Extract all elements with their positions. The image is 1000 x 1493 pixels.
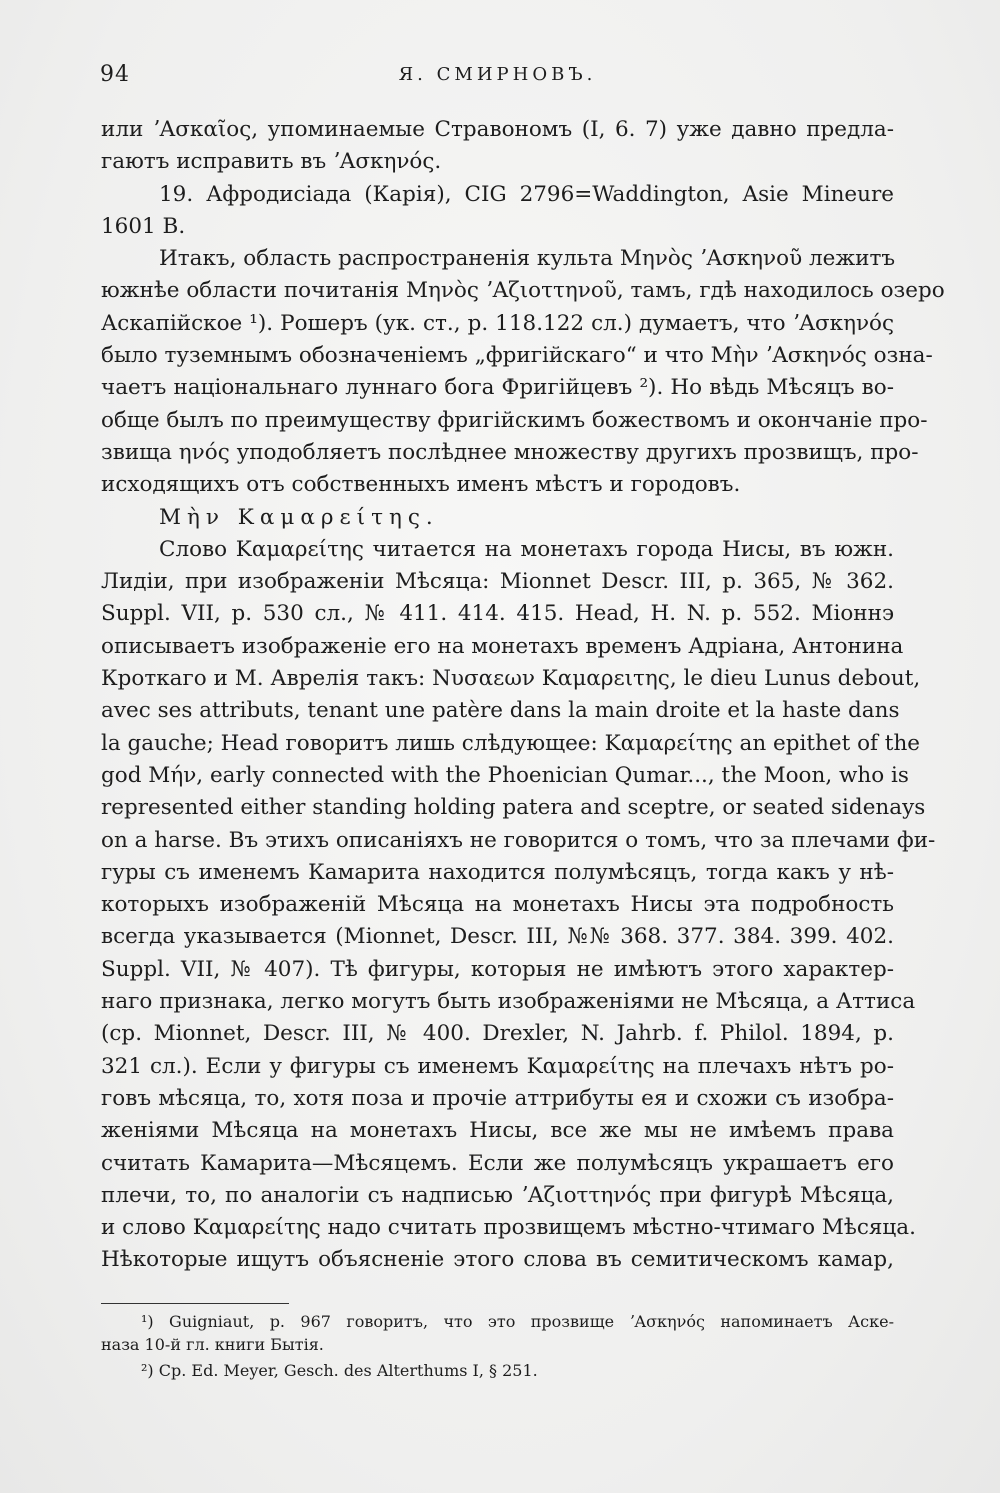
- text-line: represented either standing holding patera and sceptre, or seated sidenays: [101, 795, 926, 821]
- footnote-line: наза 10-й гл. книги Бытiя.: [101, 1335, 324, 1354]
- text-line: avec ses attributs, tenant une patère dans la main droite et la haste dans: [101, 698, 900, 724]
- text-line: которыхъ изображенiй Мѣсяца на монетахъ Нисы эта подробность: [101, 892, 894, 918]
- text-line: звища ηνός уподобляетъ послѣднее множеству другихъ прозвищъ, про-: [101, 439, 919, 465]
- text-line: (ср. Mionnet, Descr. III, № 400. Drexler, N. Jahrb. f. Philol. 1894, p.: [101, 1021, 894, 1047]
- text-line: обще былъ по преимуществу фригiйскимъ божествомъ и окончанiе про-: [101, 407, 928, 433]
- text-line: чаетъ нацiональнаго луннаго бога Фригiйцевъ ²). Но вѣдь Мѣсяцъ во-: [101, 375, 894, 401]
- text-line: плечи, то, по аналогiи съ надписью ʼΑζιοττηνός при фигурѣ Мѣсяца,: [101, 1182, 894, 1208]
- text-line: Suppl. VII, p. 530 сл., № 411. 414. 415. Head, H. N. p. 552. Мiоннэ: [101, 601, 894, 627]
- text-line: гаютъ исправить въ ʼΑσκηνός.: [101, 149, 442, 175]
- footnotes: [101, 1310, 894, 1382]
- text-line: или ʼΑσκαῖος, упоминаемые Стравономъ (I, 6. 7) уже давно предла-: [101, 117, 894, 142]
- text-line: 19. Афродисiада (Карiя), CIG 2796=Waddington, Asie Mineure: [159, 181, 894, 207]
- text-line: исходящихъ отъ собственныхъ именъ мѣстъ и городовъ.: [101, 472, 741, 498]
- text-line: Нѣкоторые ищутъ объясненiе этого слова въ семитическомъ камар,: [101, 1247, 894, 1273]
- text-line: Аскапiйское ¹). Рошеръ (ук. ст., р. 118.122 сл.) думаетъ, что ʼΑσκηνός: [101, 310, 894, 336]
- main-text: [101, 114, 945, 1277]
- running-title: Я. СМИРНОВЪ.: [398, 64, 597, 85]
- text-line: Suppl. VII, № 407). Тѣ фигуры, которыя не имѣютъ этого характер-: [101, 956, 894, 982]
- text-line: Лидiи, при изображенiи Мѣсяца: Mionnet Descr. III, p. 365, № 362.: [101, 569, 894, 595]
- text-line: говъ мѣсяца, то, хотя поза и прочiе аттрибуты ея и схожи съ изобра-: [101, 1085, 894, 1111]
- text-line: считать Камарита—Мѣсяцемъ. Если же полумѣсяцъ украшаетъ его: [101, 1150, 894, 1176]
- text-line: god Μήν, early connected with the Phoenician Qumar..., the Moon, who is: [101, 762, 909, 788]
- text-line: описываетъ изображенiе его на монетахъ временъ Адрiана, Антонина: [101, 633, 904, 659]
- text-line: Кроткаго и М. Аврелiя такъ: Νυσαεων Καμαρειτης, le dieu Lunus debout,: [101, 666, 921, 692]
- text-line: женiями Мѣсяца на монетахъ Нисы, все же мы не имѣемъ права: [101, 1118, 894, 1144]
- text-line: всегда указывается (Mionnet, Descr. III, №№ 368. 377. 384. 399. 402.: [101, 924, 894, 950]
- text-line: гуры съ именемъ Камарита находится полумѣсяцъ, тогда какъ у нѣ-: [101, 859, 894, 885]
- text-line: Итакъ, область распространенiя культа Μηνὸς ʼΑσκηνοῦ лежитъ: [159, 246, 896, 272]
- footnote-line: ¹) Guigniaut, p. 967 говоритъ, что это прозвище ʼΑσκηνός напоминаетъ Аске-: [141, 1312, 894, 1331]
- text-line: наго признака, легко могутъ быть изображенiями не Мѣсяца, а Аттиса: [101, 989, 916, 1015]
- page-number: 94: [100, 62, 130, 87]
- text-line: южнѣе области почитанiя Μηνὸς ʼΑζιοττηνοῦ, тамъ, гдѣ находилось озеро: [101, 278, 945, 304]
- text-line: и слово Καμαρείτης надо считать прозвищемъ мѣстно-чтимаго Мѣсяца.: [101, 1215, 916, 1241]
- page-header: [100, 62, 895, 92]
- text-line: 321 сл.). Если у фигуры съ именемъ Καμαρείτης на плечахъ нѣтъ ро-: [101, 1053, 894, 1079]
- text-line: было туземнымъ обозначенiемъ „фригiйскаго“ и что Μὴν ʼΑσκηνός озна-: [101, 343, 933, 369]
- text-line: on a harse. Въ этихъ описанiяхъ не говорится о томъ, что за плечами фи-: [101, 827, 936, 853]
- footnote-rule: [101, 1303, 289, 1304]
- footnote-line: ²) Ср. Ed. Meyer, Gesch. des Alterthums I, § 251.: [141, 1361, 538, 1380]
- text-line: Слово Καμαρείτης читается на монетахъ города Нисы, въ южн.: [159, 536, 894, 562]
- text-line: la gauche; Head говоритъ лишь слѣдующее: Καμαρείτης an epithet of the: [101, 730, 921, 756]
- text-line: 1601 B.: [101, 213, 186, 239]
- section-heading: Μὴν Καμαρείτης.: [159, 504, 439, 530]
